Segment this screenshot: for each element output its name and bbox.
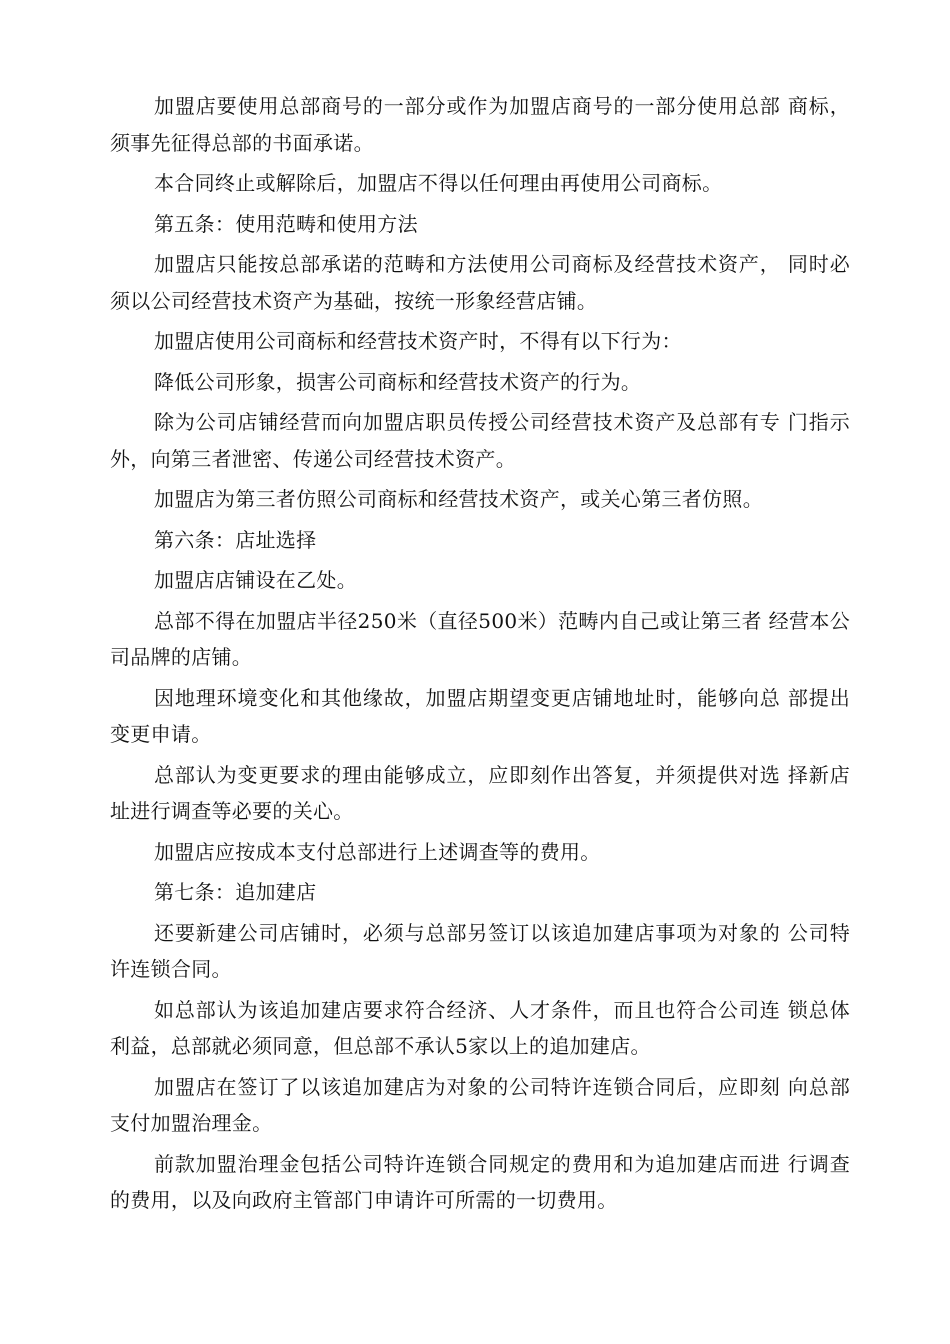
paragraph: 加盟店应按成本支付总部进行上述调查等的费用。 bbox=[154, 839, 601, 864]
paragraph: 还要新建公司店铺时，必须与总部另签订以该追加建店事项为对象的 公司特许连锁合同。 bbox=[110, 920, 850, 981]
paragraph: 降低公司形象，损害公司商标和经营技术资产的行为。 bbox=[154, 369, 642, 394]
paragraph: 加盟店只能按总部承诺的范畴和方法使用公司商标及经营技术资产， 同时必须以公司经营技术资产为基础，按统一形象经营店铺。 bbox=[110, 252, 850, 313]
paragraph: 加盟店为第三者仿照公司商标和经营技术资产，或关心第三者仿照。 bbox=[154, 487, 763, 511]
section-heading: 第六条：店址选择 bbox=[154, 527, 317, 552]
paragraph: 前款加盟治理金包括公司特许连锁合同规定的费用和为追加建店而进 行调查的费用，以及向政府主管部门申请许可所需的一切费用。 bbox=[110, 1151, 850, 1212]
document-body bbox=[110, 88, 850, 1223]
paragraph: 总部认为变更要求的理由能够成立，应即刻作出答复，并须提供对选 择新店址进行调查等必要的关心。 bbox=[110, 762, 850, 823]
section-heading: 第七条：追加建店 bbox=[154, 880, 317, 904]
paragraph: 加盟店要使用总部商号的一部分或作为加盟店商号的一部分使用总部 商标，须事先征得总部的书面承诺。 bbox=[110, 94, 850, 155]
paragraph: 加盟店使用公司商标和经营技术资产时，不得有以下行为： bbox=[154, 329, 682, 353]
paragraph: 总部不得在加盟店半径250米（直径500米）范畴内自己或让第三者 经营本公司品牌的店铺。 bbox=[110, 608, 850, 669]
paragraph: 除为公司店铺经营而向加盟店职员传授公司经营技术资产及总部有专 门指示外，向第三者泄密、传递公司经营技术资产。 bbox=[110, 410, 850, 471]
paragraph: 加盟店店铺设在乙处。 bbox=[154, 568, 357, 592]
paragraph: 如总部认为该追加建店要求符合经济、人才条件，而且也符合公司连 锁总体利益，总部就必须同意，但总部不承认5家以上的追加建店。 bbox=[110, 997, 850, 1058]
paragraph: 本合同终止或解除后，加盟店不得以任何理由再使用公司商标。 bbox=[154, 171, 723, 195]
paragraph: 加盟店在签订了以该追加建店为对象的公司特许连锁合同后，应即刻 向总部支付加盟治理金。 bbox=[110, 1074, 850, 1135]
paragraph: 因地理环境变化和其他缘故，加盟店期望变更店铺地址时，能够向总 部提出变更申请。 bbox=[110, 685, 850, 746]
section-heading: 第五条：使用范畴和使用方法 bbox=[154, 211, 418, 236]
